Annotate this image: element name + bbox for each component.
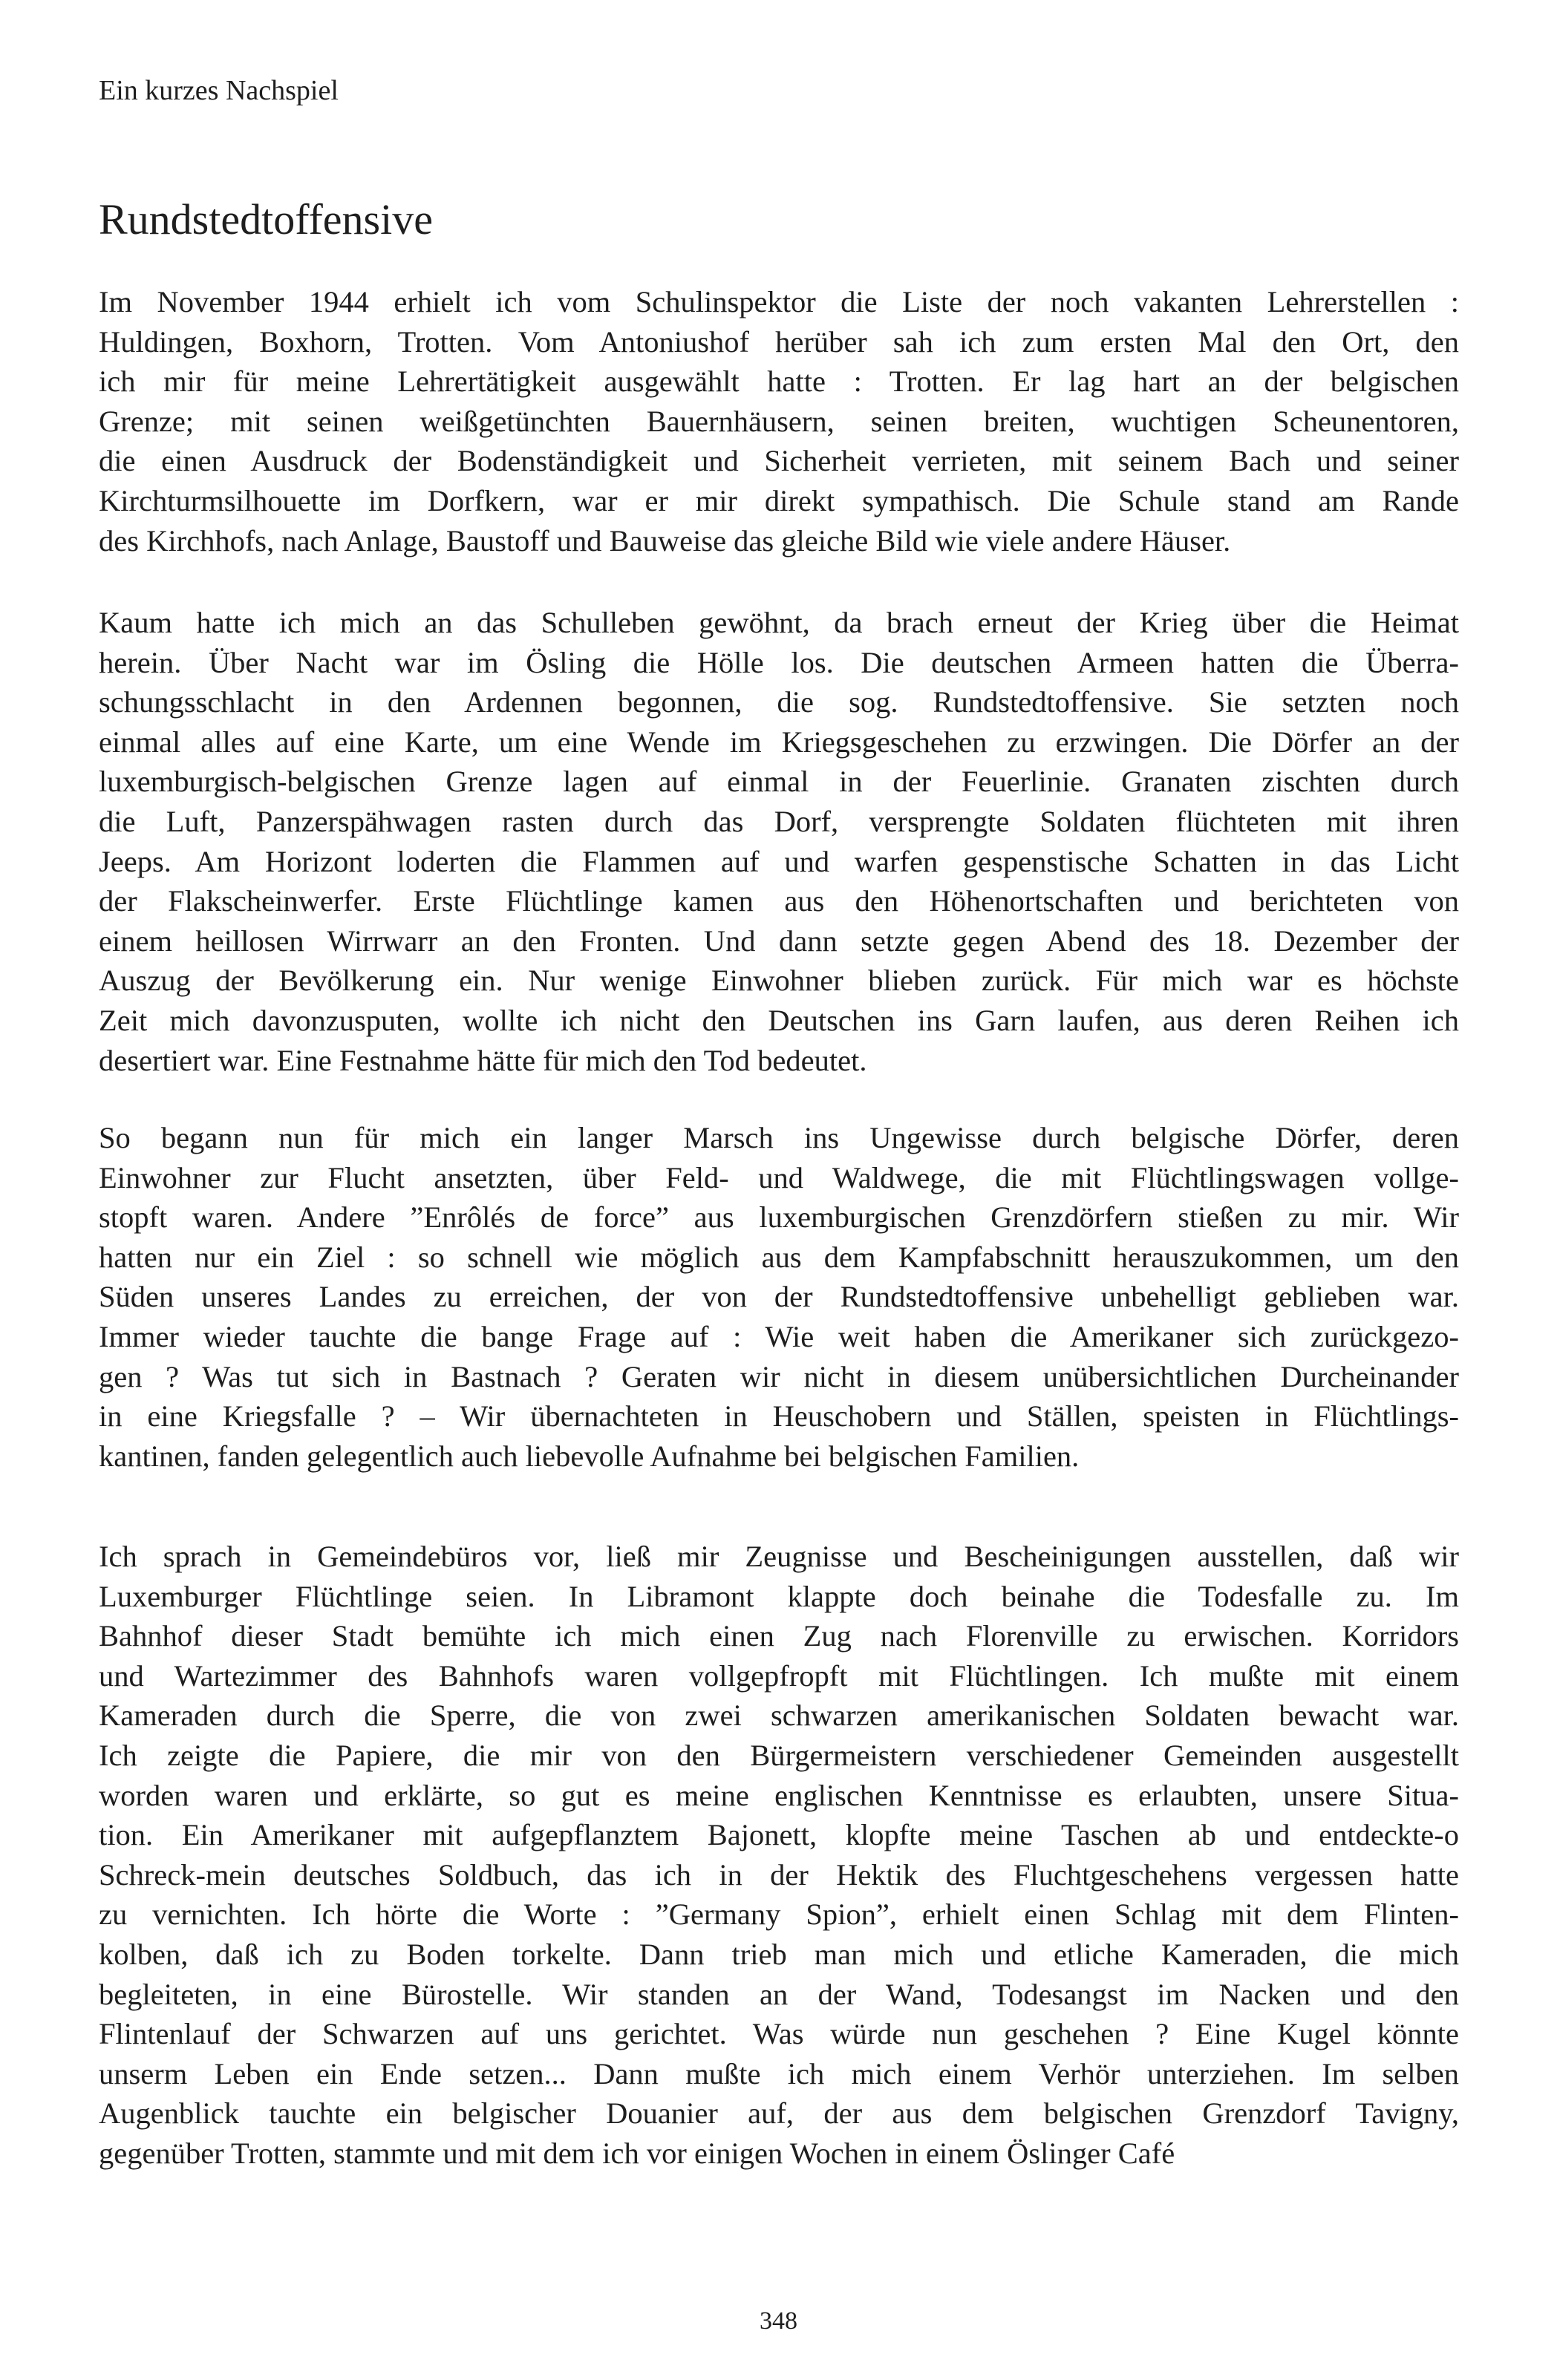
text-line: einmal alles auf eine Karte, um eine Wende im Kriegsgeschehen zu erzwingen. Die Dörfer an der xyxy=(99,725,1459,759)
page-number: 348 xyxy=(760,2307,797,2335)
text-line: Kaum hatte ich mich an das Schulleben gewöhnt, da brach erneut der Krieg über die Heimat xyxy=(99,606,1459,639)
text-line: des Kirchhofs, nach Anlage, Baustoff und Bauweise das gleiche Bild wie viele andere Häuser. xyxy=(99,523,1231,558)
text-line: die Luft, Panzerspähwagen rasten durch das Dorf, versprengte Soldaten flüchteten mit ihren xyxy=(99,804,1459,838)
text-line: So begann nun für mich ein langer Marsch ins Ungewisse durch belgische Dörfer, deren xyxy=(99,1121,1459,1154)
text-line: desertiert war. Eine Festnahme hätte für mich den Tod bedeutet. xyxy=(99,1043,867,1077)
text-line: Grenze; mit seinen weißgetünchten Bauernhäusern, seinen breiten, wuchtigen Scheunentoren, xyxy=(99,404,1459,438)
text-line: zu vernichten. Ich hörte die Worte : ”Germany Spion”, erhielt einen Schlag mit dem Flinten- xyxy=(99,1897,1459,1932)
text-line: einem heillosen Wirrwarr an den Fronten. Und dann setzte gegen Abend des 18. Dezember der xyxy=(99,923,1459,958)
paragraph xyxy=(99,282,1459,560)
text-line: der Flakscheinwerfer. Erste Flüchtlinge kamen aus den Höhenortschaften und berichteten von xyxy=(99,884,1459,918)
text-line: die einen Ausdruck der Bodenständigkeit und Sicherheit verrieten, mit seinem Bach und seiner xyxy=(99,444,1459,478)
text-line: begleiteten, in eine Bürostelle. Wir standen an der Wand, Todesangst im Nacken und den xyxy=(99,1977,1459,2011)
text-line: Augenblick tauchte ein belgischer Douanier auf, der aus dem belgischen Grenzdorf Tavigny, xyxy=(99,2096,1459,2131)
text-line: Ich zeigte die Papiere, die mir von den Bürgermeistern verschiedener Gemeinden ausgestellt xyxy=(99,1738,1459,1772)
text-line: Im November 1944 erhielt ich vom Schulinspektor die Liste der noch vakanten Lehrerstellen : xyxy=(99,285,1459,318)
text-line: Jeeps. Am Horizont loderten die Flammen auf und warfen gespenstische Schatten in das Licht xyxy=(99,844,1459,878)
text-line: Bahnhof dieser Stadt bemühte ich mich einen Zug nach Florenville zu erwischen. Korridors xyxy=(99,1619,1459,1653)
text-line: stopft waren. Andere ”Enrôlés de force” aus luxemburgischen Grenzdörfern stießen zu mir. Wir xyxy=(99,1200,1459,1235)
text-line: Einwohner zur Flucht ansetzten, über Feld- und Waldwege, die mit Flüchtlingswagen vollge- xyxy=(99,1160,1459,1194)
running-head: Ein kurzes Nachspiel xyxy=(99,75,339,106)
text-line: Süden unseres Landes zu erreichen, der von der Rundstedtoffensive unbehelligt geblieben war. xyxy=(99,1280,1459,1314)
text-line: kantinen, fanden gelegentlich auch liebevolle Aufnahme bei belgischen Familien. xyxy=(99,1439,1080,1473)
paragraph xyxy=(99,1537,1459,2174)
text-line: Huldingen, Boxhorn, Trotten. Vom Antoniushof herüber sah ich zum ersten Mal den Ort, den xyxy=(99,324,1459,359)
text-line: Kameraden durch die Sperre, die von zwei schwarzen amerikanischen Soldaten bewacht war. xyxy=(99,1699,1459,1733)
text-line: luxemburgisch-belgischen Grenze lagen auf einmal in der Feuerlinie. Granaten zischten durch xyxy=(99,765,1459,799)
text-line: Ich sprach in Gemeindebüros vor, ließ mir Zeugnisse und Bescheinigungen ausstellen, daß wir xyxy=(99,1540,1459,1573)
text-line: gen ? Was tut sich in Bastnach ? Geraten wir nicht in diesem unübersichtlichen Durcheinander xyxy=(99,1359,1459,1393)
text-line: Immer wieder tauchte die bange Frage auf : Wie weit haben die Amerikaner sich zurückgezo- xyxy=(99,1319,1459,1353)
text-line: und Wartezimmer des Bahnhofs waren vollgepfropft mit Flüchtlingen. Ich mußte mit einem xyxy=(99,1658,1459,1693)
text-line: schungsschlacht in den Ardennen begonnen, die sog. Rundstedtoffensive. Sie setzten noch xyxy=(99,685,1459,719)
text-line: Kirchturmsilhouette im Dorfkern, war er mir direkt sympathisch. Die Schule stand am Rande xyxy=(99,483,1459,517)
text-line: Flintenlauf der Schwarzen auf uns gerichtet. Was würde nun geschehen ? Eine Kugel könnte xyxy=(99,2017,1459,2051)
text-line: herein. Über Nacht war im Ösling die Hölle los. Die deutschen Armeen hatten die Überra- xyxy=(99,645,1459,679)
text-line: kolben, daß ich zu Boden torkelte. Dann trieb man mich und etliche Kameraden, die mich xyxy=(99,1937,1459,1971)
text-line: hatten nur ein Ziel : so schnell wie möglich aus dem Kampfabschnitt herauszukommen, um den xyxy=(99,1240,1459,1274)
text-line: Zeit mich davonzusputen, wollte ich nicht den Deutschen ins Garn laufen, aus deren Reihen ich xyxy=(99,1003,1459,1037)
text-line: gegenüber Trotten, stammte und mit dem ich vor einigen Wochen in einem Öslinger Café xyxy=(99,2136,1175,2170)
text-line: Auszug der Bevölkerung ein. Nur wenige Einwohner blieben zurück. Für mich war es höchste xyxy=(99,964,1459,998)
chapter-title: Rundstedtoffensive xyxy=(99,195,433,243)
text-line: tion. Ein Amerikaner mit aufgepflanztem Bajonett, klopfte meine Taschen ab und entdeckte-o xyxy=(99,1818,1459,1852)
paragraph xyxy=(99,1118,1459,1476)
text-line: Schreck-mein deutsches Soldbuch, das ich in der Hektik des Fluchtgeschehens vergessen hatte xyxy=(99,1857,1459,1892)
text-line: worden waren und erklärte, so gut es meine englischen Kenntnisse es erlaubten, unsere Situa- xyxy=(99,1778,1459,1812)
text-line: unserm Leben ein Ende setzen... Dann mußte ich mich einem Verhör unterziehen. Im selben xyxy=(99,2056,1459,2090)
paragraph xyxy=(99,603,1459,1080)
text-line: in eine Kriegsfalle ? – Wir übernachteten in Heuschobern und Ställen, speisten in Flüchtlings- xyxy=(99,1399,1459,1433)
text-line: Luxemburger Flüchtlinge seien. In Libramont klappte doch beinahe die Todesfalle zu. Im xyxy=(99,1579,1459,1613)
text-line: ich mir für meine Lehrertätigkeit ausgewählt hatte : Trotten. Er lag hart an der belgischen xyxy=(99,364,1459,399)
